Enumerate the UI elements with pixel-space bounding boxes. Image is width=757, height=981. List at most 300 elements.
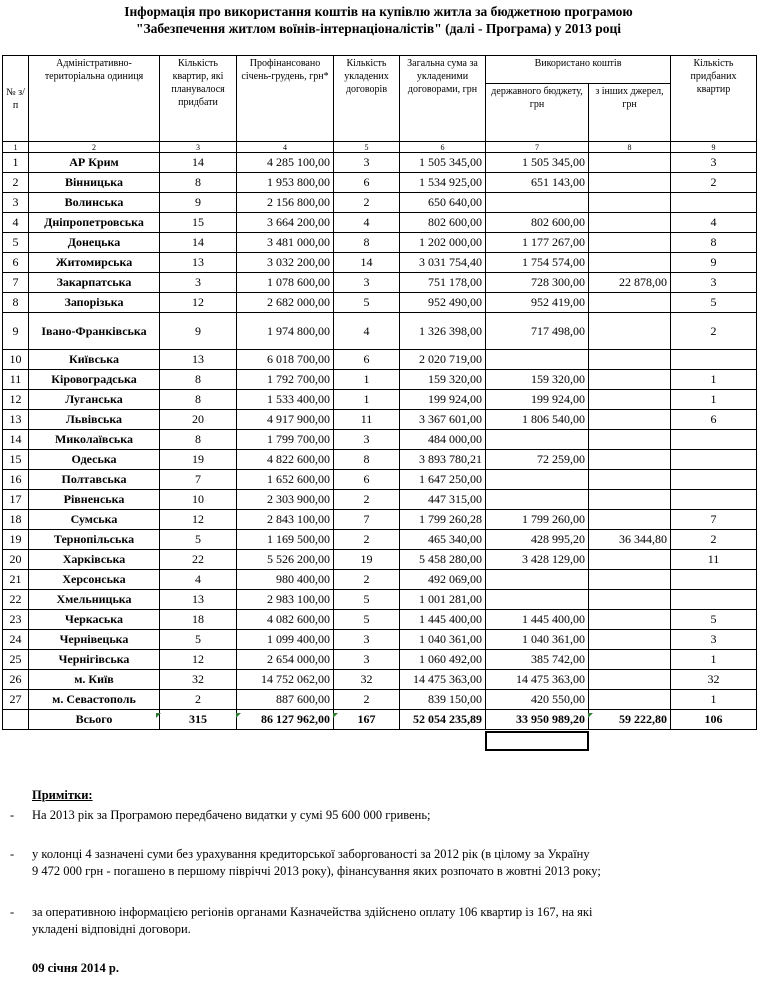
financed-amount: 1 078 600,00 <box>237 273 334 293</box>
other-sources-used <box>589 670 671 690</box>
planned-count: 3 <box>160 273 237 293</box>
notes-title: Примітки: <box>32 788 93 802</box>
document-title <box>0 3 757 37</box>
table-row <box>3 510 757 530</box>
col-number: 5 <box>334 142 400 153</box>
table-row <box>3 153 757 173</box>
row-number: 23 <box>3 610 29 630</box>
other-sources-used <box>589 390 671 410</box>
other-sources-used <box>589 450 671 470</box>
table-row <box>3 313 757 350</box>
region-name: Івано-Франківська <box>29 313 160 350</box>
contracts-count: 1 <box>334 390 400 410</box>
contracts-count: 11 <box>334 410 400 430</box>
row-number: 11 <box>3 370 29 390</box>
contracts-count: 8 <box>334 233 400 253</box>
other-sources-used <box>589 490 671 510</box>
row-number: 20 <box>3 550 29 570</box>
state-budget-used: 717 498,00 <box>486 313 589 350</box>
planned-count: 8 <box>160 430 237 450</box>
row-number: 6 <box>3 253 29 273</box>
table-row <box>3 570 757 590</box>
state-budget-used: 3 428 129,00 <box>486 550 589 570</box>
contracts-sum: 1 534 925,00 <box>400 173 486 193</box>
table-row <box>3 610 757 630</box>
contracts-sum: 447 315,00 <box>400 490 486 510</box>
row-number: 4 <box>3 213 29 233</box>
cell-indicator <box>236 713 241 718</box>
financed-amount: 3 664 200,00 <box>237 213 334 233</box>
other-sources-used <box>589 570 671 590</box>
table-row <box>3 630 757 650</box>
other-sources-used <box>589 213 671 233</box>
other-sources-used: 36 344,80 <box>589 530 671 550</box>
other-sources-used <box>589 173 671 193</box>
row-number: 17 <box>3 490 29 510</box>
other-sources-used <box>589 350 671 370</box>
contracts-sum: 3 367 601,00 <box>400 410 486 430</box>
contracts-sum: 465 340,00 <box>400 530 486 550</box>
contracts-count: 7 <box>334 510 400 530</box>
contracts-count: 32 <box>334 670 400 690</box>
col-number: 7 <box>486 142 589 153</box>
state-budget-used: 159 320,00 <box>486 370 589 390</box>
state-budget-used: 72 259,00 <box>486 450 589 470</box>
financed-amount: 1 799 700,00 <box>237 430 334 450</box>
col-number: 8 <box>589 142 671 153</box>
bought-count: 1 <box>671 690 757 710</box>
note-bullet: - <box>10 905 15 919</box>
state-budget-used: 428 995,20 <box>486 530 589 550</box>
contracts-sum: 1 445 400,00 <box>400 610 486 630</box>
financed-amount: 14 752 062,00 <box>237 670 334 690</box>
other-sources-used <box>589 233 671 253</box>
state-budget-used: 1 799 260,00 <box>486 510 589 530</box>
region-name: Львівська <box>29 410 160 430</box>
cell-indicator <box>156 713 161 718</box>
contracts-count: 1 <box>334 370 400 390</box>
financed-amount: 1 792 700,00 <box>237 370 334 390</box>
contracts-sum: 1 647 250,00 <box>400 470 486 490</box>
note-2-line-2: 9 472 000 грн - погашено в першому півріччі 2013 року), фінансування яких розпочато в жовтні 2013 року; <box>32 864 601 878</box>
col-number: 3 <box>160 142 237 153</box>
total-row <box>3 710 757 730</box>
planned-count: 8 <box>160 370 237 390</box>
total-num <box>3 710 29 730</box>
bought-count <box>671 590 757 610</box>
total-sum: 52 054 235,89 <box>400 710 486 730</box>
other-sources-used <box>589 410 671 430</box>
state-budget-used: 952 419,00 <box>486 293 589 313</box>
state-budget-used: 14 475 363,00 <box>486 670 589 690</box>
planned-count: 2 <box>160 690 237 710</box>
planned-count: 18 <box>160 610 237 630</box>
header-total-sum: Загальна сума за укладеними договорами, грн <box>400 56 486 142</box>
bought-count: 1 <box>671 370 757 390</box>
planned-count: 10 <box>160 490 237 510</box>
other-sources-used <box>589 590 671 610</box>
column-number-row <box>3 142 757 153</box>
other-sources-used <box>589 370 671 390</box>
col-number: 1 <box>3 142 29 153</box>
other-sources-used <box>589 153 671 173</box>
planned-count: 13 <box>160 253 237 273</box>
bought-count: 1 <box>671 390 757 410</box>
contracts-sum: 199 924,00 <box>400 390 486 410</box>
total-contracts: 167 <box>334 710 400 730</box>
col-number: 2 <box>29 142 160 153</box>
contracts-count: 4 <box>334 213 400 233</box>
contracts-count: 2 <box>334 193 400 213</box>
financed-amount: 1 099 400,00 <box>237 630 334 650</box>
state-budget-used: 1 040 361,00 <box>486 630 589 650</box>
row-number: 2 <box>3 173 29 193</box>
region-name: Одеська <box>29 450 160 470</box>
state-budget-used <box>486 590 589 610</box>
table-row <box>3 670 757 690</box>
note-2-line-1: у колонці 4 зазначені суми без урахування кредиторської заборгованості за 2012 рік (в цілому за Україну <box>32 847 590 861</box>
other-sources-used <box>589 610 671 630</box>
state-budget-used: 802 600,00 <box>486 213 589 233</box>
contracts-sum: 5 458 280,00 <box>400 550 486 570</box>
financed-amount: 4 285 100,00 <box>237 153 334 173</box>
total-bought: 106 <box>671 710 757 730</box>
header-other-sources: з інших джерел, грн <box>589 84 671 142</box>
financed-amount: 980 400,00 <box>237 570 334 590</box>
state-budget-used <box>486 350 589 370</box>
table-row <box>3 233 757 253</box>
planned-count: 14 <box>160 233 237 253</box>
header-unit: Адміністративно-територіальна одиниця <box>29 56 160 142</box>
row-number: 19 <box>3 530 29 550</box>
planned-count: 7 <box>160 470 237 490</box>
other-sources-used <box>589 193 671 213</box>
contracts-sum: 650 640,00 <box>400 193 486 213</box>
region-name: Закарпатська <box>29 273 160 293</box>
state-budget-used: 728 300,00 <box>486 273 589 293</box>
table-row <box>3 293 757 313</box>
contracts-count: 6 <box>334 173 400 193</box>
contracts-sum: 1 060 492,00 <box>400 650 486 670</box>
region-name: Миколаївська <box>29 430 160 450</box>
state-budget-used <box>486 490 589 510</box>
region-name: Черкаська <box>29 610 160 630</box>
region-name: АР Крим <box>29 153 160 173</box>
contracts-sum: 492 069,00 <box>400 570 486 590</box>
header-financed: Профінансовано січень-грудень, грн* <box>237 56 334 142</box>
region-name: Дніпропетровська <box>29 213 160 233</box>
bought-count: 9 <box>671 253 757 273</box>
contracts-sum: 1 001 281,00 <box>400 590 486 610</box>
row-number: 25 <box>3 650 29 670</box>
contracts-sum: 3 031 754,40 <box>400 253 486 273</box>
bought-count <box>671 350 757 370</box>
region-name: Вінницька <box>29 173 160 193</box>
header-contracts: Кількість укладених договорів <box>334 56 400 142</box>
bought-count: 11 <box>671 550 757 570</box>
state-budget-used <box>486 430 589 450</box>
region-name: Чернігівська <box>29 650 160 670</box>
bought-count: 5 <box>671 610 757 630</box>
bought-count: 7 <box>671 510 757 530</box>
contracts-count: 5 <box>334 610 400 630</box>
contracts-sum: 1 505 345,00 <box>400 153 486 173</box>
row-number: 15 <box>3 450 29 470</box>
row-number: 12 <box>3 390 29 410</box>
row-number: 1 <box>3 153 29 173</box>
financed-amount: 4 082 600,00 <box>237 610 334 630</box>
note-bullet: - <box>10 808 15 822</box>
contracts-count: 2 <box>334 490 400 510</box>
other-sources-used <box>589 690 671 710</box>
title-line-2: "Забезпечення житлом воїнів-інтернаціоналістів" (далі - Програма) у 2013 році <box>135 21 622 36</box>
financed-amount: 2 156 800,00 <box>237 193 334 213</box>
row-number: 26 <box>3 670 29 690</box>
financed-amount: 5 526 200,00 <box>237 550 334 570</box>
planned-count: 5 <box>160 530 237 550</box>
state-budget-used: 651 143,00 <box>486 173 589 193</box>
region-name: Чернівецька <box>29 630 160 650</box>
bought-count: 3 <box>671 630 757 650</box>
table-row <box>3 390 757 410</box>
planned-count: 9 <box>160 193 237 213</box>
contracts-sum: 952 490,00 <box>400 293 486 313</box>
financed-amount: 2 682 000,00 <box>237 293 334 313</box>
table-row <box>3 550 757 570</box>
bought-count: 2 <box>671 173 757 193</box>
contracts-count: 3 <box>334 630 400 650</box>
row-number: 9 <box>3 313 29 350</box>
table-row <box>3 530 757 550</box>
planned-count: 9 <box>160 313 237 350</box>
financed-amount: 6 018 700,00 <box>237 350 334 370</box>
table-row <box>3 173 757 193</box>
state-budget-used: 420 550,00 <box>486 690 589 710</box>
contracts-count: 2 <box>334 690 400 710</box>
other-sources-used <box>589 510 671 530</box>
contracts-count: 6 <box>334 350 400 370</box>
row-number: 7 <box>3 273 29 293</box>
planned-count: 22 <box>160 550 237 570</box>
table-body <box>3 153 757 710</box>
other-sources-used: 22 878,00 <box>589 273 671 293</box>
bought-count <box>671 490 757 510</box>
financed-amount: 3 481 000,00 <box>237 233 334 253</box>
financed-amount: 3 032 200,00 <box>237 253 334 273</box>
region-name: Полтавська <box>29 470 160 490</box>
planned-count: 4 <box>160 570 237 590</box>
state-budget-used: 1 806 540,00 <box>486 410 589 430</box>
contracts-sum: 1 799 260,28 <box>400 510 486 530</box>
region-name: Харківська <box>29 550 160 570</box>
financed-amount: 4 822 600,00 <box>237 450 334 470</box>
table-row <box>3 430 757 450</box>
table-row <box>3 370 757 390</box>
contracts-sum: 839 150,00 <box>400 690 486 710</box>
header-used: Використано коштів <box>486 56 671 84</box>
region-name: Луганська <box>29 390 160 410</box>
contracts-count: 14 <box>334 253 400 273</box>
planned-count: 19 <box>160 450 237 470</box>
row-number: 8 <box>3 293 29 313</box>
bought-count <box>671 193 757 213</box>
contracts-count: 5 <box>334 590 400 610</box>
row-number: 24 <box>3 630 29 650</box>
table-row <box>3 590 757 610</box>
financed-amount: 1 652 600,00 <box>237 470 334 490</box>
note-bullet: - <box>10 847 15 861</box>
planned-count: 32 <box>160 670 237 690</box>
bought-count <box>671 450 757 470</box>
contracts-count: 3 <box>334 650 400 670</box>
table-row <box>3 450 757 470</box>
financed-amount: 1 533 400,00 <box>237 390 334 410</box>
bought-count: 6 <box>671 410 757 430</box>
cell-indicator <box>588 713 593 718</box>
header-planned: Кількість квартир, які планувалося придбати <box>160 56 237 142</box>
other-sources-used <box>589 630 671 650</box>
cell-indicator <box>333 713 338 718</box>
planned-count: 14 <box>160 153 237 173</box>
state-budget-used <box>486 570 589 590</box>
bought-count: 5 <box>671 293 757 313</box>
financed-amount: 2 843 100,00 <box>237 510 334 530</box>
table-row <box>3 213 757 233</box>
row-number: 18 <box>3 510 29 530</box>
region-name: Рівненська <box>29 490 160 510</box>
col-number: 9 <box>671 142 757 153</box>
contracts-sum: 484 000,00 <box>400 430 486 450</box>
bought-count: 1 <box>671 650 757 670</box>
other-sources-used <box>589 650 671 670</box>
header-num: № з/п <box>3 56 29 142</box>
total-label: Всього <box>29 710 160 730</box>
contracts-count: 3 <box>334 430 400 450</box>
planned-count: 20 <box>160 410 237 430</box>
row-number: 22 <box>3 590 29 610</box>
region-name: Херсонська <box>29 570 160 590</box>
table-row <box>3 253 757 273</box>
region-name: Запорізька <box>29 293 160 313</box>
bought-count: 8 <box>671 233 757 253</box>
planned-count: 12 <box>160 510 237 530</box>
planned-count: 8 <box>160 173 237 193</box>
table-row <box>3 410 757 430</box>
contracts-sum: 802 600,00 <box>400 213 486 233</box>
contracts-count: 2 <box>334 530 400 550</box>
financed-amount: 1 169 500,00 <box>237 530 334 550</box>
contracts-sum: 751 178,00 <box>400 273 486 293</box>
table-row <box>3 193 757 213</box>
financed-amount: 4 917 900,00 <box>237 410 334 430</box>
table-row <box>3 350 757 370</box>
other-sources-used <box>589 313 671 350</box>
state-budget-used: 1 754 574,00 <box>486 253 589 273</box>
data-table <box>2 55 757 730</box>
document-date: 09 січня 2014 р. <box>32 961 119 975</box>
financed-amount: 887 600,00 <box>237 690 334 710</box>
state-budget-used <box>486 470 589 490</box>
region-name: Сумська <box>29 510 160 530</box>
bought-count <box>671 570 757 590</box>
col-number: 4 <box>237 142 334 153</box>
table-row <box>3 650 757 670</box>
planned-count: 13 <box>160 590 237 610</box>
state-budget-used: 199 924,00 <box>486 390 589 410</box>
row-number: 13 <box>3 410 29 430</box>
state-budget-used <box>486 193 589 213</box>
contracts-count: 4 <box>334 313 400 350</box>
note-3-line-1: за оперативною інформацією регіонів органами Казначейства здійснено оплату 106 квартир із 167, на які <box>32 905 593 919</box>
col-number: 6 <box>400 142 486 153</box>
state-budget-used: 1 445 400,00 <box>486 610 589 630</box>
contracts-sum: 159 320,00 <box>400 370 486 390</box>
region-name: Хмельницька <box>29 590 160 610</box>
state-budget-used: 1 505 345,00 <box>486 153 589 173</box>
planned-count: 13 <box>160 350 237 370</box>
bought-count: 2 <box>671 530 757 550</box>
header-bought: Кількість придбаних квартир <box>671 56 757 142</box>
region-name: Волинська <box>29 193 160 213</box>
planned-count: 12 <box>160 650 237 670</box>
state-budget-used: 385 742,00 <box>486 650 589 670</box>
contracts-sum: 1 202 000,00 <box>400 233 486 253</box>
region-name: Донецька <box>29 233 160 253</box>
contracts-count: 3 <box>334 273 400 293</box>
contracts-count: 8 <box>334 450 400 470</box>
region-name: м. Севастополь <box>29 690 160 710</box>
contracts-sum: 14 475 363,00 <box>400 670 486 690</box>
row-number: 14 <box>3 430 29 450</box>
financed-amount: 1 953 800,00 <box>237 173 334 193</box>
cell-selection-box[interactable] <box>485 731 589 751</box>
bought-count: 4 <box>671 213 757 233</box>
other-sources-used <box>589 550 671 570</box>
row-number: 3 <box>3 193 29 213</box>
region-name: м. Київ <box>29 670 160 690</box>
total-other: 59 222,80 <box>589 710 671 730</box>
total-planned: 315 <box>160 710 237 730</box>
total-state[interactable]: 33 950 989,20 <box>486 710 589 730</box>
header-state-budget: державного бюджету, грн <box>486 84 589 142</box>
title-line-1: Інформація про використання коштів на купівлю житла за бюджетною програмою <box>124 4 633 19</box>
region-name: Київська <box>29 350 160 370</box>
region-name: Кіровоградська <box>29 370 160 390</box>
bought-count: 3 <box>671 273 757 293</box>
row-number: 10 <box>3 350 29 370</box>
row-number: 27 <box>3 690 29 710</box>
bought-count <box>671 430 757 450</box>
table-row <box>3 490 757 510</box>
contracts-count: 6 <box>334 470 400 490</box>
state-budget-used: 1 177 267,00 <box>486 233 589 253</box>
bought-count: 2 <box>671 313 757 350</box>
note-3-line-2: укладені відповідні договори. <box>32 922 191 936</box>
contracts-count: 19 <box>334 550 400 570</box>
contracts-count: 3 <box>334 153 400 173</box>
other-sources-used <box>589 430 671 450</box>
row-number: 5 <box>3 233 29 253</box>
other-sources-used <box>589 293 671 313</box>
contracts-sum: 1 326 398,00 <box>400 313 486 350</box>
contracts-count: 5 <box>334 293 400 313</box>
row-number: 21 <box>3 570 29 590</box>
region-name: Житомирська <box>29 253 160 273</box>
planned-count: 12 <box>160 293 237 313</box>
planned-count: 5 <box>160 630 237 650</box>
table-row <box>3 690 757 710</box>
bought-count: 32 <box>671 670 757 690</box>
